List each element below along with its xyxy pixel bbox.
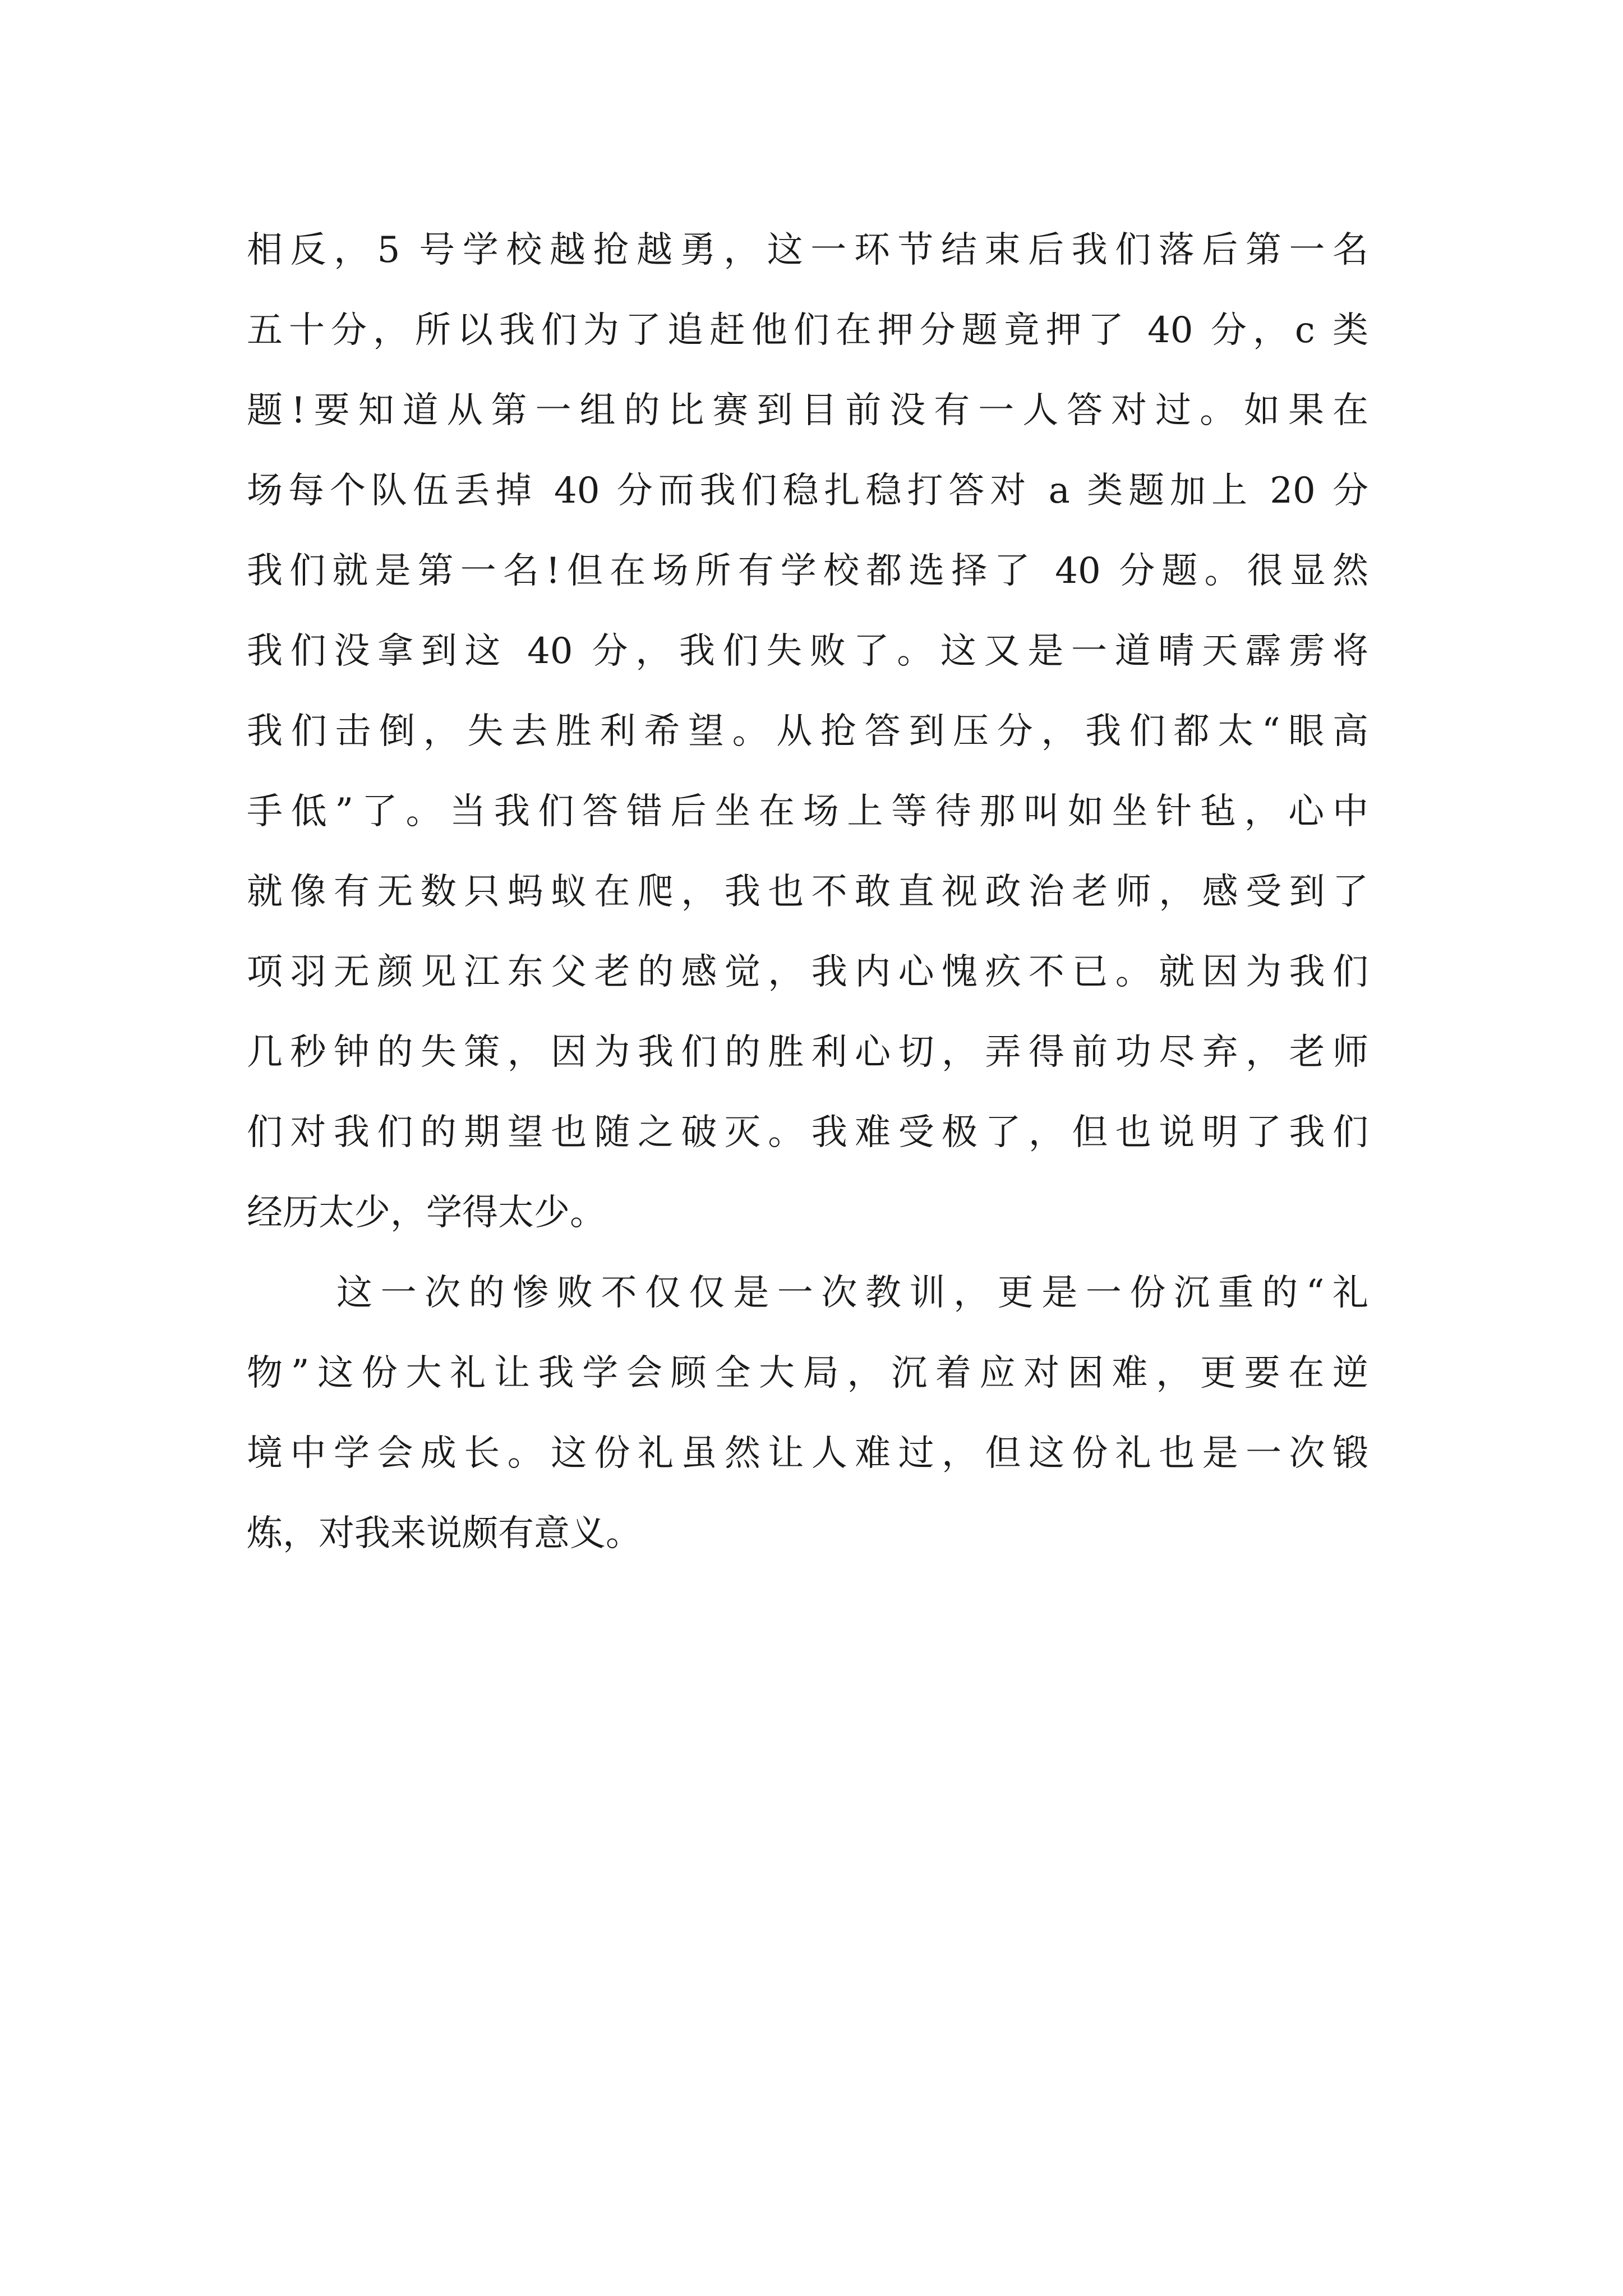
text-line: 们对我们的期望也随之破灭。我难受极了，但也说明了我们: [247, 1112, 1368, 1153]
text-line: 境中学会成长。这份礼虽然让人难过，但这份礼也是一次锻: [247, 1433, 1368, 1474]
text-line: 我们击倒，失去胜利希望。从抢答到压分，我们都太“眼高: [247, 711, 1368, 752]
text-line: 五十分，所以我们为了追赶他们在押分题竟押了 40 分，c 类: [247, 310, 1368, 351]
text-line: 题!要知道从第一组的比赛到目前没有一人答对过。如果在: [247, 390, 1368, 431]
text-line: 我们没拿到这 40 分，我们失败了。这又是一道晴天霹雳将: [247, 631, 1368, 672]
paragraph-2: [247, 1253, 1368, 1574]
text-line: 手低”了。当我们答错后坐在场上等待那叫如坐针毡，心中: [247, 791, 1368, 832]
text-line: 场每个队伍丢掉 40 分而我们稳扎稳打答对 a 类题加上 20 分: [247, 470, 1368, 512]
text-line: 相反，5 号学校越抢越勇，这一环节结束后我们落后第一名: [247, 229, 1368, 271]
text-line: 我们就是第一名!但在场所有学校都选择了 40 分题。很显然: [247, 550, 1368, 592]
text-line: 物”这份大礼让我学会顾全大局，沉着应对困难，更要在逆: [247, 1352, 1368, 1394]
text-line: 就像有无数只蚂蚁在爬，我也不敢直视政治老师，感受到了: [247, 871, 1368, 913]
paragraph-1: [247, 210, 1368, 1253]
text-line: 这一次的惨败不仅仅是一次教训，更是一份沉重的“礼: [336, 1272, 1368, 1314]
text-line: 几秒钟的失策，因为我们的胜利心切，弄得前功尽弃，老师: [247, 1032, 1368, 1073]
document-body: [247, 210, 1368, 1574]
text-line: 炼，对我来说颇有意义。: [247, 1513, 642, 1554]
text-line: 项羽无颜见江东父老的感觉，我内心愧疚不已。就因为我们: [247, 951, 1368, 993]
text-line: 经历太少，学得太少。: [247, 1192, 606, 1234]
